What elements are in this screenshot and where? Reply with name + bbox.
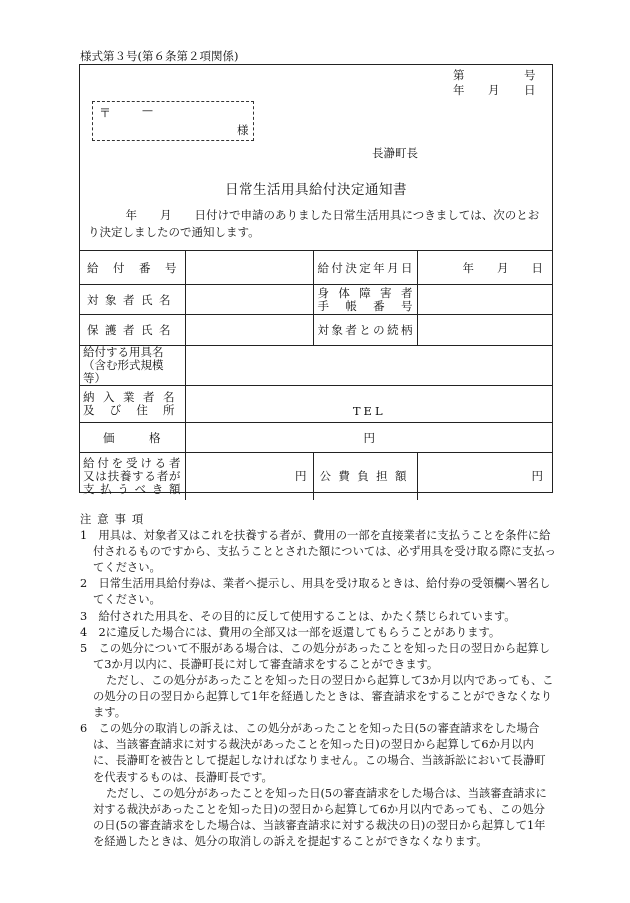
cell-tel[interactable]: TEL <box>185 386 553 423</box>
number-suffix: 号 <box>524 68 536 82</box>
cell-value[interactable] <box>417 285 553 315</box>
details-table <box>79 250 553 500</box>
cell-value[interactable] <box>417 315 553 346</box>
intro-text: 年 月 日付けで申請のありました日常生活用具につきましては、次のとおり決定しましたので通知します。 <box>88 208 540 239</box>
note-item: 4 2に違反した場合には、費用の全部又は一部を返還してもらうことがあります。 <box>80 625 501 639</box>
table-row <box>79 423 553 453</box>
label-line: 及び住所 <box>83 403 175 417</box>
table-row <box>79 315 553 346</box>
date-year: 年 <box>453 83 465 97</box>
cell-value[interactable] <box>185 315 313 346</box>
document-title: 日常生活用具給付決定通知書 <box>225 182 407 198</box>
cell-label: 保護者氏名 <box>79 315 185 346</box>
cell-label <box>79 386 185 423</box>
issuer-name: 長瀞町長 <box>372 146 418 160</box>
note-item: 6 この処分の取消しの訴えは、この処分があったことを知った日(5の審査請求をした場合は、当該審査請求に対する裁決があったことを知った日)の翌日から起算して6か月以内に、長瀞町を被告として提起しなければなりません。この場合、当該訴訟において長瀞町を代表するものは、長瀞町長です。 <box>80 722 546 784</box>
cell-value[interactable] <box>185 251 313 285</box>
cell-value[interactable] <box>185 346 553 386</box>
cell-label: 給付決定年月日 <box>313 251 417 285</box>
address-box <box>92 101 254 141</box>
label-line: 又は扶養する者が <box>83 468 181 483</box>
cell-date[interactable]: 年 月 日 <box>417 251 553 285</box>
note-proviso: ただし、この処分があったことを知った日(5の審査請求をした場合は、当該審査請求に対する裁決があったことを知った日)の翌日から起算して6か月以内であっても、この処分の日(5の審査請求をした場合は、当該審査請求に対する裁決の日)の翌日から起算して1年を経過したときは、処分の取消しの訴えを提起することができなくなります。 <box>93 786 547 848</box>
table-row <box>79 453 553 500</box>
note-item: 3 給付された用具を、その目的に反して使用することは、かたく禁じられています。 <box>80 609 516 623</box>
cell-label: 価格 <box>79 423 185 453</box>
cell-label: 公費負担額 <box>313 453 417 500</box>
label-line: 給付を受ける者 <box>83 455 181 470</box>
postal-dash: — <box>142 104 153 117</box>
label-line: 支払うべき額 <box>83 481 181 496</box>
label-line: 納入業者名 <box>83 390 175 404</box>
form-label: 様式第３号(第６条第２項関係) <box>80 49 239 63</box>
date-day: 日 <box>524 83 536 97</box>
postal-mark: 〒 <box>99 106 112 120</box>
cell-label <box>313 285 417 315</box>
cell-amount[interactable]: 円 <box>417 453 553 500</box>
table-row <box>79 285 553 315</box>
notes-heading: 注意事項 <box>80 513 150 526</box>
note-item: 5 この処分について不服がある場合は、この処分があったことを知った日の翌日から起算して3か月以内に、長瀞町長に対して審査請求をすることができます。 <box>80 641 551 671</box>
date-month: 月 <box>488 83 500 97</box>
notes-section <box>80 512 556 850</box>
number-prefix: 第 <box>453 68 465 82</box>
cell-price[interactable]: 円 <box>185 423 553 453</box>
label-line: （含む形式規模等） <box>83 358 164 385</box>
label-line: 身体障害者 <box>317 285 413 300</box>
address-honorific: 様 <box>237 123 249 137</box>
note-item: 2 日常生活用具給付券は、業者へ提示し、用具を受け取るときは、給付券の受領欄へ署名してください。 <box>80 577 551 607</box>
cell-label: 対象者との続柄 <box>313 315 417 346</box>
cell-label: 対象者氏名 <box>79 285 185 315</box>
cell-label <box>79 346 185 386</box>
table-row <box>79 251 553 285</box>
cell-amount[interactable]: 円 <box>185 453 313 500</box>
note-proviso: ただし、この処分があったことを知った日の翌日から起算して3か月以内であっても、この処分の日の翌日から起算して1年を経過したときは、審査請求をすることができなくなります。 <box>93 673 554 720</box>
note-item: 1 用具は、対象者又はこれを扶養する者が、費用の一部を直接業者に支払うことを条件に給付されるものですから、支払うこととされた額については、必ず用具を受け取る際に支払ってください。 <box>80 529 556 575</box>
table-row <box>79 346 553 386</box>
cell-label: 給付番号 <box>79 251 185 285</box>
label-line: 給付する用具名 <box>83 345 164 359</box>
cell-label <box>79 453 185 500</box>
cell-value[interactable] <box>185 285 313 315</box>
label-line: 手帳番号 <box>317 298 413 313</box>
table-row <box>79 386 553 423</box>
